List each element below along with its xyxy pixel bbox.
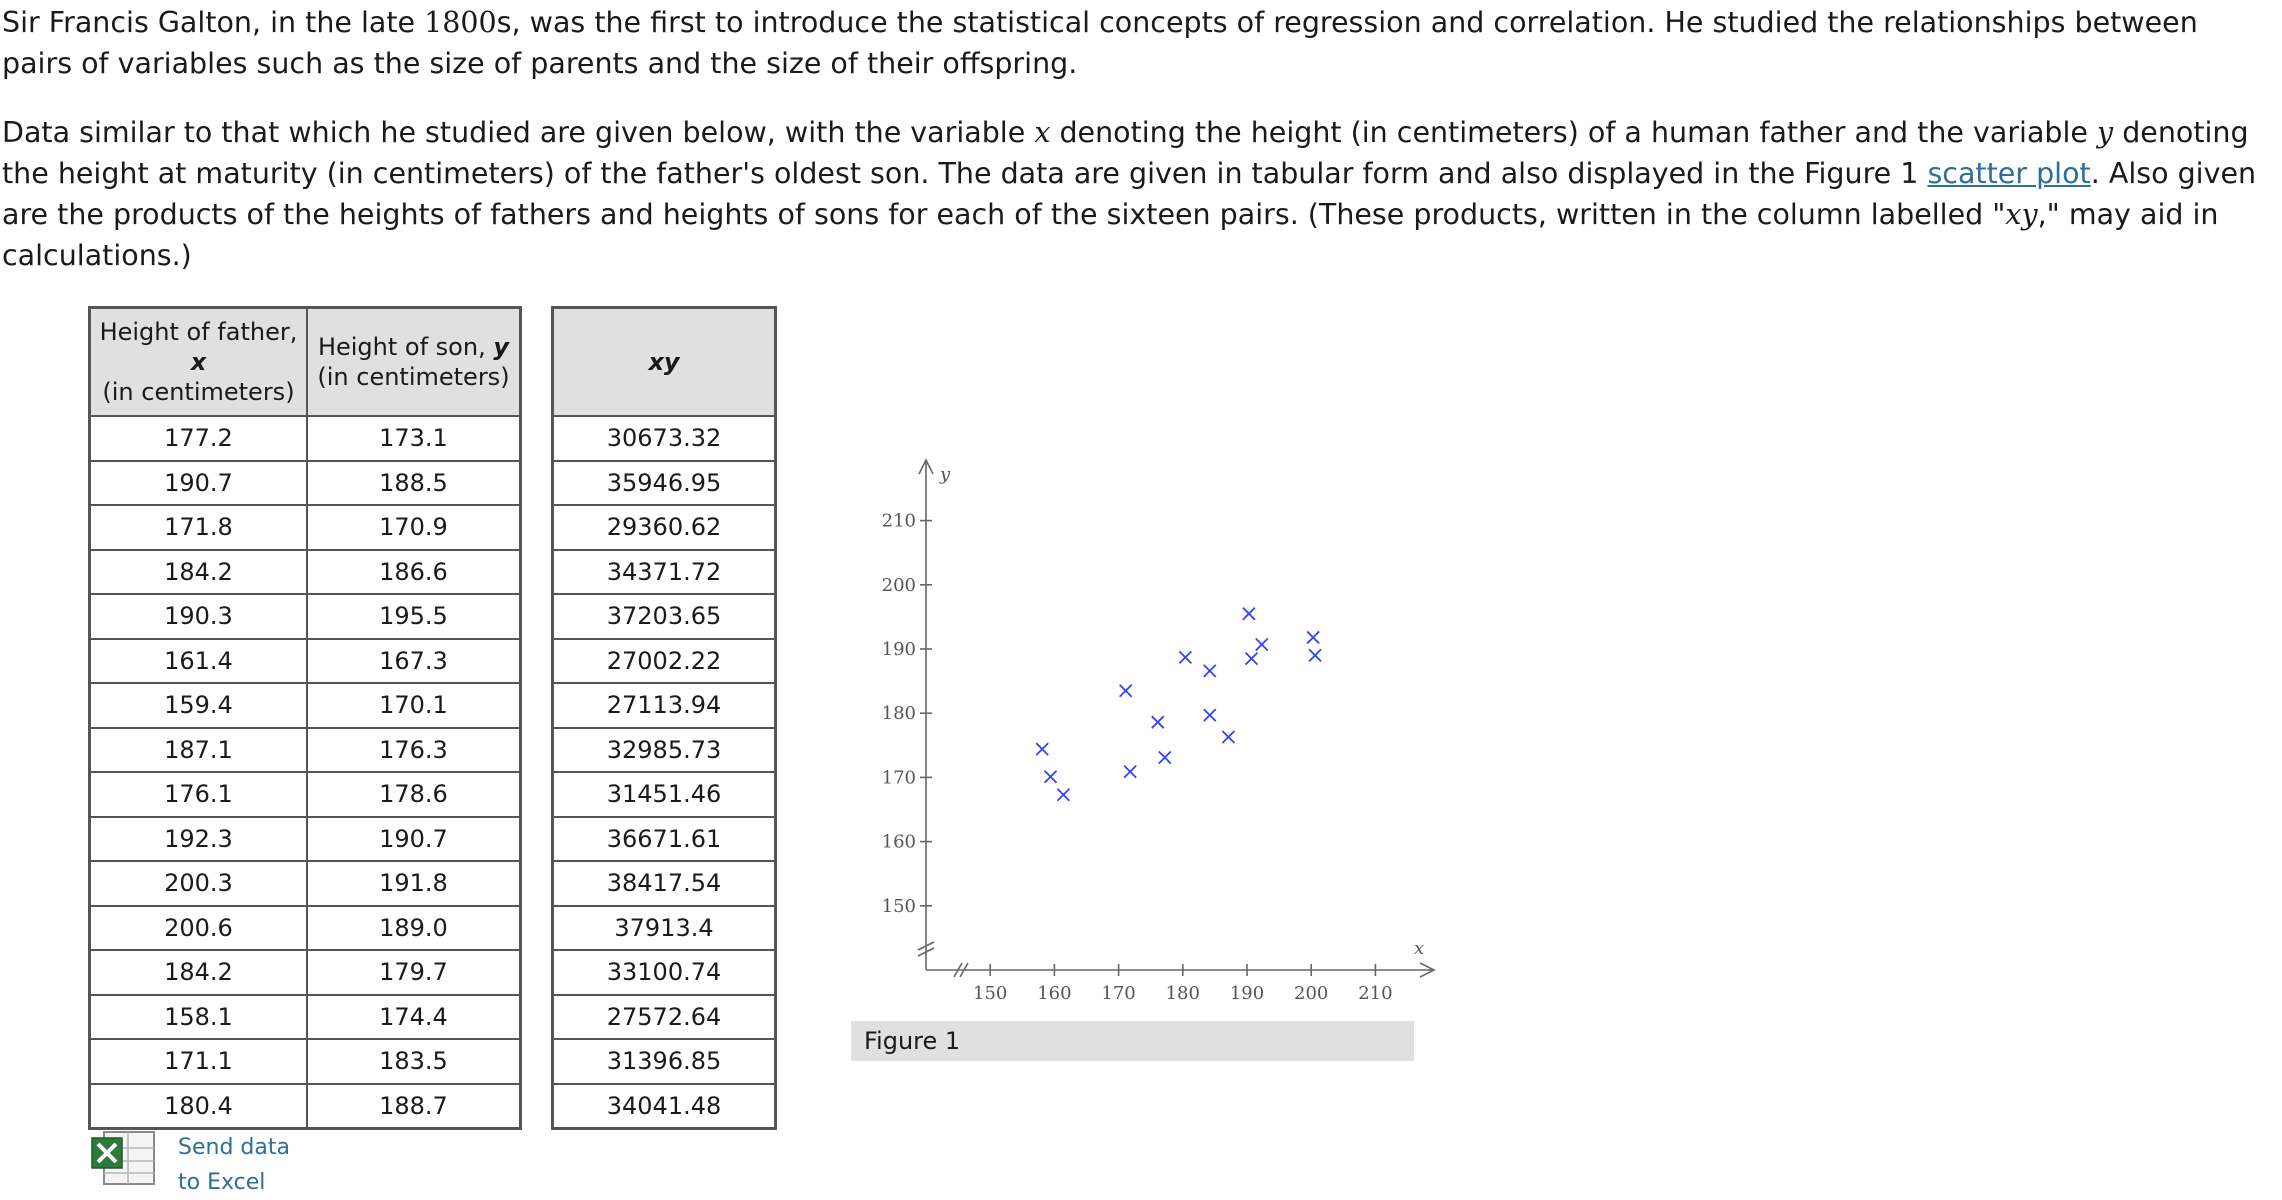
table-row — [553, 1084, 776, 1129]
son-height-cell: 170.9 — [307, 505, 521, 550]
data-point — [1057, 789, 1069, 801]
son-height-cell: 173.1 — [307, 416, 521, 461]
plot-axes — [882, 460, 1434, 1000]
header-text: Height of father, — [99, 318, 298, 346]
intro-paragraph-1 — [2, 2, 2272, 84]
header-text: (in centimeters) — [102, 378, 295, 406]
math-variable-y: y — [2097, 116, 2114, 149]
data-point — [1222, 731, 1234, 743]
x-axis-label: x — [1414, 938, 1425, 959]
y-tick-label: 150 — [881, 895, 916, 917]
data-point — [1245, 653, 1257, 665]
data-point — [1045, 771, 1057, 783]
son-height-cell: 190.7 — [307, 817, 521, 862]
data-point — [1307, 631, 1319, 643]
table-row — [553, 1039, 776, 1084]
father-height-cell: 158.1 — [90, 995, 307, 1040]
y-tick-label: 160 — [881, 831, 916, 853]
y-tick-label: 180 — [881, 703, 916, 725]
plot-points — [1036, 608, 1321, 801]
scatter-plot-link[interactable]: scatter plot — [1927, 157, 2091, 190]
father-height-cell: 180.4 — [90, 1084, 307, 1129]
data-point — [1256, 639, 1268, 651]
son-height-cell: 191.8 — [307, 861, 521, 906]
table-row — [90, 639, 521, 684]
header-variable-x: x — [190, 348, 207, 376]
table-row — [90, 1039, 521, 1084]
height-data-table — [88, 306, 522, 1130]
xy-product-cell: 27002.22 — [553, 639, 776, 684]
table-row — [553, 772, 776, 817]
son-height-cell: 189.0 — [307, 906, 521, 951]
father-height-cell: 159.4 — [90, 683, 307, 728]
table-row — [553, 461, 776, 506]
xy-product-table — [551, 306, 777, 1130]
excel-link-line: to Excel — [178, 1170, 266, 1195]
x-tick-label: 190 — [1229, 983, 1265, 1000]
xy-product-cell: 35946.95 — [553, 461, 776, 506]
xy-product-cell: 38417.54 — [553, 861, 776, 906]
xy-product-cell: 34371.72 — [553, 550, 776, 595]
father-height-cell: 200.6 — [90, 906, 307, 951]
father-height-cell: 171.1 — [90, 1039, 307, 1084]
son-height-cell: 188.5 — [307, 461, 521, 506]
data-point — [1309, 649, 1321, 661]
x-tick-label: 160 — [1037, 983, 1072, 1000]
table-row — [90, 950, 521, 995]
father-height-cell: 187.1 — [90, 728, 307, 773]
x-tick-label: 150 — [973, 983, 1008, 1000]
excel-icon[interactable] — [90, 1128, 158, 1186]
xy-product-cell: 30673.32 — [553, 416, 776, 461]
son-height-cell: 179.7 — [307, 950, 521, 995]
table-row — [90, 995, 521, 1040]
header-variable-y: y — [493, 333, 509, 361]
math-variable-x: x — [1034, 116, 1051, 149]
table-row — [553, 550, 776, 595]
table-row — [90, 906, 521, 951]
father-height-cell: 184.2 — [90, 550, 307, 595]
header-text: (in centimeters) — [317, 363, 510, 391]
xy-product-cell: 27113.94 — [553, 683, 776, 728]
year-number: 1800 — [424, 6, 497, 39]
xy-product-cell: 37913.4 — [553, 906, 776, 951]
data-point — [1036, 743, 1048, 755]
father-height-cell: 176.1 — [90, 772, 307, 817]
xy-product-cell: 36671.61 — [553, 817, 776, 862]
intro-text: denoting the height at maturity (in centimeters) of the father's oldest son. The data are given in tabular form and also displayed in the Figure 1 — [2, 116, 2249, 190]
xy-product-cell: 32985.73 — [553, 728, 776, 773]
table-row — [90, 594, 521, 639]
data-point — [1243, 608, 1255, 620]
son-height-header — [307, 308, 521, 417]
table-row — [553, 950, 776, 995]
table-row — [90, 550, 521, 595]
table-row — [553, 683, 776, 728]
y-tick-label: 200 — [881, 574, 916, 596]
x-tick-label: 210 — [1358, 983, 1393, 1000]
son-height-cell: 176.3 — [307, 728, 521, 773]
table-row — [90, 505, 521, 550]
xy-product-cell: 37203.65 — [553, 594, 776, 639]
math-variable-xy: xy — [2005, 198, 2038, 231]
xy-product-cell: 27572.64 — [553, 995, 776, 1040]
father-height-cell: 161.4 — [90, 639, 307, 684]
table-row — [553, 505, 776, 550]
father-height-cell: 200.3 — [90, 861, 307, 906]
son-height-cell: 183.5 — [307, 1039, 521, 1084]
father-height-cell: 184.2 — [90, 950, 307, 995]
table-row — [553, 906, 776, 951]
father-height-header — [90, 308, 307, 417]
son-height-cell: 167.3 — [307, 639, 521, 684]
table-row — [90, 728, 521, 773]
excel-link-line: Send data — [178, 1135, 290, 1160]
xy-product-cell: 29360.62 — [553, 505, 776, 550]
figure-caption: Figure 1 — [851, 1021, 1414, 1061]
x-tick-label: 170 — [1101, 983, 1136, 1000]
intro-text: ," may aid in calculations.) — [2, 198, 2219, 272]
father-height-cell: 192.3 — [90, 817, 307, 862]
intro-text: Data similar to that which he studied are given below, with the variable — [2, 116, 1035, 149]
intro-text: s, was the first to introduce the statistical concepts of regression and correlation. He studied the relationships between pairs of variables such as the size of parents and the size of their offspring. — [2, 6, 2198, 80]
header-text: Height of son, — [317, 333, 494, 361]
intro-paragraph-2 — [2, 112, 2272, 276]
y-tick-label: 210 — [881, 510, 916, 532]
header-variable-xy: xy — [648, 348, 680, 376]
y-tick-label: 190 — [881, 639, 916, 660]
father-height-cell: 190.3 — [90, 594, 307, 639]
table-row — [90, 461, 521, 506]
data-point — [1120, 685, 1132, 697]
data-point — [1159, 751, 1171, 763]
x-tick-label: 180 — [1165, 983, 1200, 1000]
data-point — [1179, 651, 1191, 663]
father-height-cell: 177.2 — [90, 416, 307, 461]
xy-header — [553, 308, 776, 417]
son-height-cell: 174.4 — [307, 995, 521, 1040]
son-height-cell: 188.7 — [307, 1084, 521, 1129]
intro-text: . Also given are the products of the heights of fathers and heights of sons for each of the sixteen pairs. (These products, written in the column labelled " — [2, 157, 2257, 231]
data-point — [1204, 709, 1216, 721]
data-point — [1124, 766, 1136, 778]
son-height-cell: 178.6 — [307, 772, 521, 817]
table-row — [90, 683, 521, 728]
send-to-excel-link[interactable] — [178, 1130, 290, 1200]
table-row — [553, 817, 776, 862]
xy-product-cell: 31396.85 — [553, 1039, 776, 1084]
x-tick-label: 200 — [1294, 983, 1329, 1000]
son-height-cell: 195.5 — [307, 594, 521, 639]
scatter-plot — [856, 440, 1436, 1000]
table-row — [553, 594, 776, 639]
father-height-cell: 171.8 — [90, 505, 307, 550]
intro-text: Sir Francis Galton, in the late — [2, 6, 425, 39]
data-point — [1204, 665, 1216, 677]
table-row — [553, 639, 776, 684]
table-row — [553, 995, 776, 1040]
y-tick-label: 170 — [881, 767, 916, 789]
table-row — [90, 861, 521, 906]
xy-product-cell: 33100.74 — [553, 950, 776, 995]
table-row — [553, 728, 776, 773]
intro-text: denoting the height (in centimeters) of a human father and the variable — [1050, 116, 2098, 149]
xy-product-cell: 34041.48 — [553, 1084, 776, 1129]
xy-product-cell: 31451.46 — [553, 772, 776, 817]
table-row — [90, 416, 521, 461]
table-row — [553, 416, 776, 461]
table-row — [90, 772, 521, 817]
son-height-cell: 186.6 — [307, 550, 521, 595]
father-height-cell: 190.7 — [90, 461, 307, 506]
table-row — [90, 1084, 521, 1129]
y-axis-label: y — [940, 464, 951, 485]
son-height-cell: 170.1 — [307, 683, 521, 728]
table-row — [553, 861, 776, 906]
data-point — [1152, 716, 1164, 728]
table-row — [90, 817, 521, 862]
